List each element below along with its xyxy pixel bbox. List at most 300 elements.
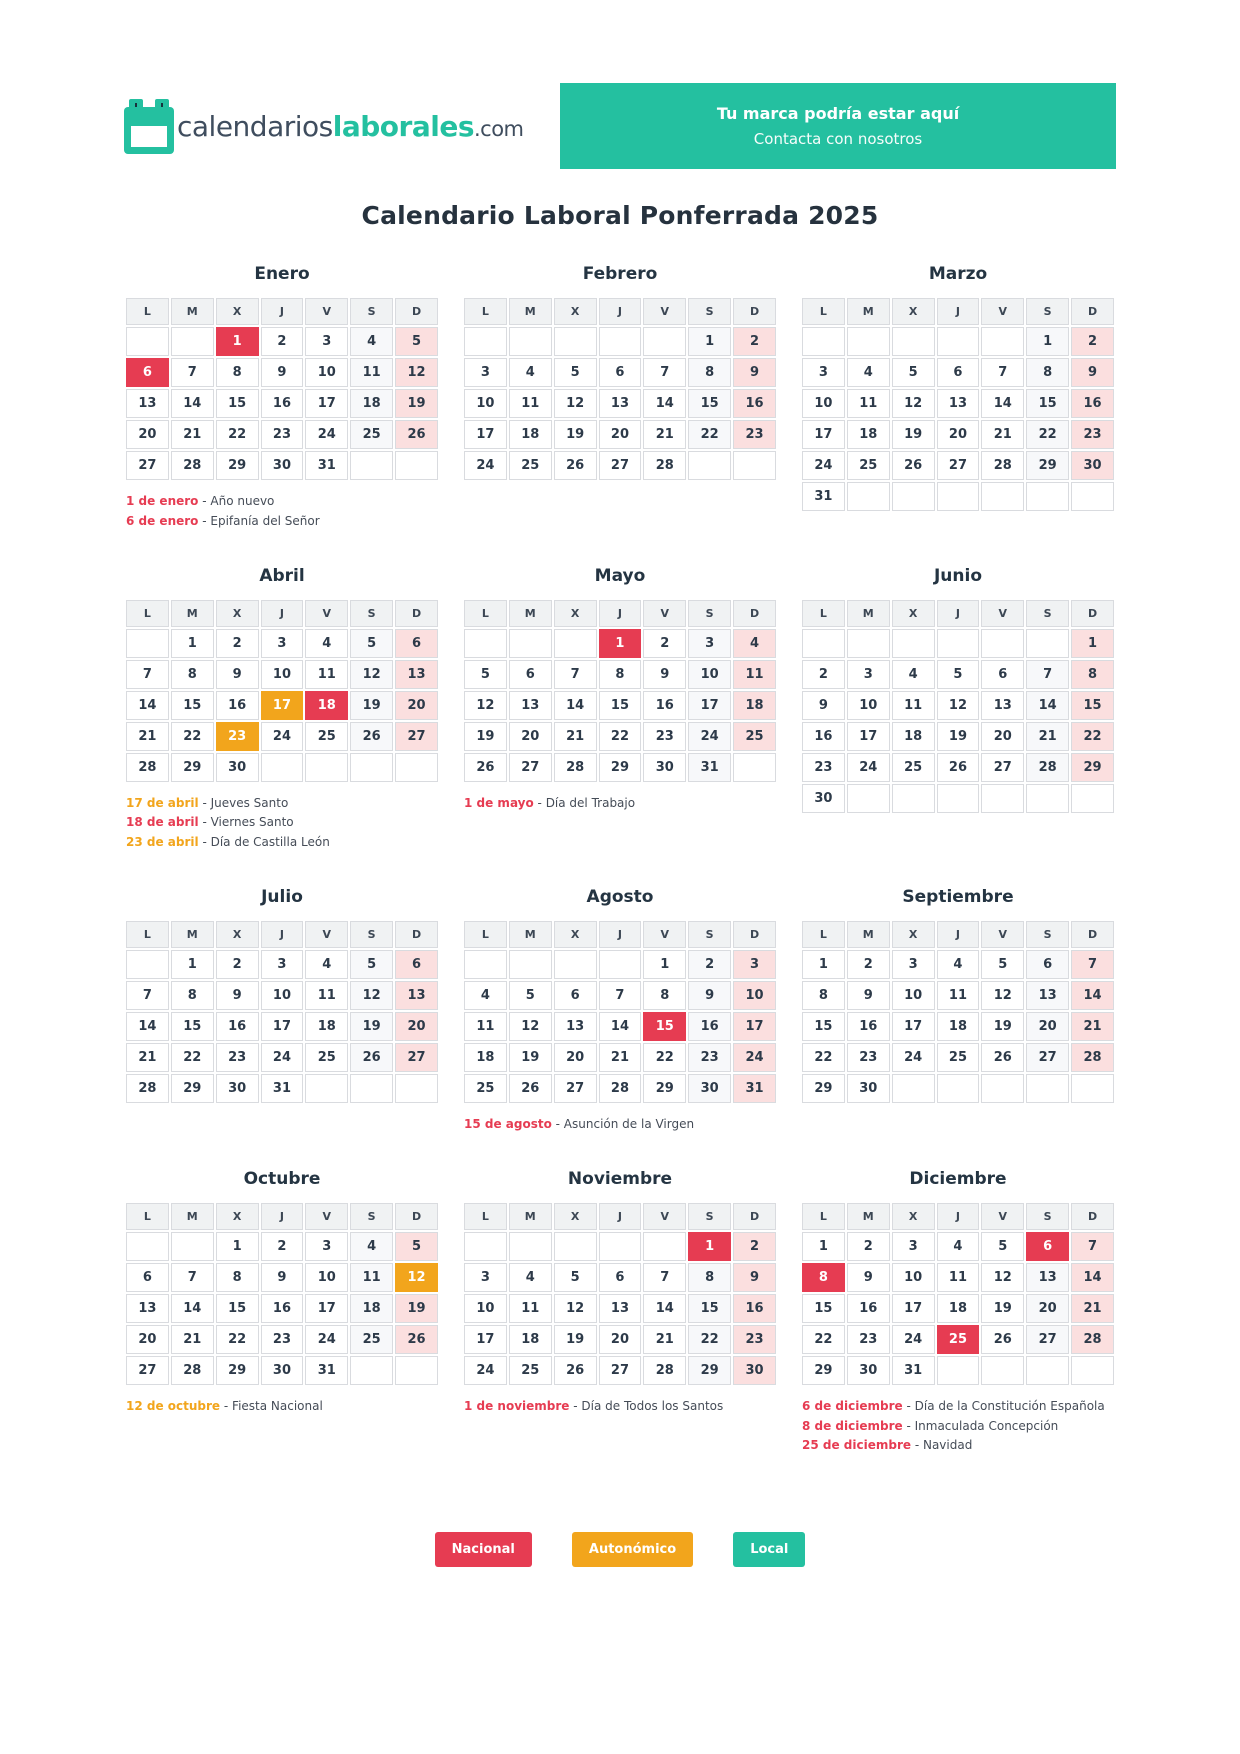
weekday-header: D (1071, 1203, 1114, 1230)
holiday-notes (124, 794, 440, 853)
day-cell: 4 (350, 327, 393, 356)
note-date: 6 de diciembre (802, 1398, 903, 1413)
holiday-note (802, 1436, 1116, 1456)
month-abril (124, 566, 440, 853)
day-cell: 22 (171, 722, 214, 751)
day-cell: 23 (688, 1043, 731, 1072)
day-cell: 14 (643, 1294, 686, 1323)
day-cell: 1 (1026, 327, 1069, 356)
day-cell: 24 (464, 1356, 507, 1385)
day-cell: 19 (554, 1325, 597, 1354)
day-cell: 26 (350, 1043, 393, 1072)
empty-cell (802, 629, 845, 658)
day-cell: 18 (464, 1043, 507, 1072)
weekday-header: X (892, 600, 935, 627)
day-cell: 4 (464, 981, 507, 1010)
weekday-header: X (892, 921, 935, 948)
holiday-notes (124, 1397, 440, 1417)
day-cell: 8 (171, 660, 214, 689)
weekday-header: X (216, 1203, 259, 1230)
weekday-header: D (1071, 921, 1114, 948)
day-cell: 22 (802, 1043, 845, 1072)
holiday-notes (462, 1397, 778, 1417)
weekday-header: V (981, 921, 1024, 948)
empty-cell (554, 629, 597, 658)
day-cell: 7 (599, 981, 642, 1010)
day-cell: 13 (599, 1294, 642, 1323)
note-desc: - Asunción de la Virgen (551, 1116, 695, 1131)
weekday-header: D (395, 298, 438, 325)
month-junio (800, 566, 1116, 815)
day-cell: 20 (554, 1043, 597, 1072)
day-cell: 4 (350, 1232, 393, 1261)
day-cell: 19 (892, 420, 935, 449)
note-desc: - Inmaculada Concepción (902, 1418, 1059, 1433)
day-cell: 24 (847, 753, 890, 782)
empty-cell (395, 1074, 438, 1103)
day-cell: 1 (171, 950, 214, 979)
ad-banner-contact-link[interactable]: Contacta con nosotros (753, 130, 923, 148)
empty-cell (126, 327, 169, 356)
day-cell: 9 (261, 358, 304, 387)
day-cell: 24 (892, 1325, 935, 1354)
day-cell: 15 (599, 691, 642, 720)
day-cell: 29 (1071, 753, 1114, 782)
day-cell: 10 (892, 1263, 935, 1292)
day-cell: 5 (554, 1263, 597, 1292)
day-cell: 8 (171, 981, 214, 1010)
empty-cell (1026, 1074, 1069, 1103)
day-cell: 18 (937, 1012, 980, 1041)
holiday-note (126, 813, 440, 833)
weekday-header: J (937, 600, 980, 627)
day-cell: 5 (554, 358, 597, 387)
day-cell: 26 (350, 722, 393, 751)
holiday-note (802, 1397, 1116, 1417)
empty-cell (509, 950, 552, 979)
month-title: Mayo (594, 565, 646, 586)
day-cell: 10 (464, 1294, 507, 1323)
note-desc: - Día de Castilla León (198, 835, 330, 850)
empty-cell (981, 784, 1024, 813)
day-cell: 5 (395, 327, 438, 356)
day-cell: 15 (802, 1012, 845, 1041)
day-cell: 3 (892, 950, 935, 979)
day-cell: 30 (802, 784, 845, 813)
holiday-day-cell: 8 (802, 1263, 845, 1292)
day-cell: 17 (688, 691, 731, 720)
weekday-header: L (464, 600, 507, 627)
day-cell: 29 (599, 753, 642, 782)
day-cell: 25 (350, 420, 393, 449)
note-date: 6 de enero (126, 513, 199, 528)
day-cell: 5 (892, 358, 935, 387)
empty-cell (464, 629, 507, 658)
day-cell: 1 (1071, 629, 1114, 658)
empty-cell (643, 1232, 686, 1261)
day-cell: 20 (981, 722, 1024, 751)
empty-cell (464, 950, 507, 979)
day-cell: 16 (688, 1012, 731, 1041)
month-title: Noviembre (567, 1168, 673, 1189)
day-cell: 25 (305, 1043, 348, 1072)
day-cell: 2 (847, 1232, 890, 1261)
month-title: Agosto (586, 886, 654, 907)
day-cell: 29 (802, 1074, 845, 1103)
weekday-header: J (937, 1203, 980, 1230)
empty-cell (688, 451, 731, 480)
day-cell: 12 (509, 1012, 552, 1041)
weekday-header: L (464, 1203, 507, 1230)
day-cell: 22 (599, 722, 642, 751)
day-cell: 14 (554, 691, 597, 720)
empty-cell (892, 629, 935, 658)
legend-national-button[interactable]: Nacional (435, 1532, 532, 1567)
weekday-header: J (261, 921, 304, 948)
holiday-day-cell: 6 (126, 358, 169, 387)
day-cell: 21 (643, 1325, 686, 1354)
holiday-note (126, 492, 440, 512)
empty-cell (733, 753, 776, 782)
weekday-header: L (126, 600, 169, 627)
day-cell: 11 (305, 981, 348, 1010)
day-cell: 6 (395, 950, 438, 979)
day-cell: 22 (802, 1325, 845, 1354)
day-cell: 2 (261, 1232, 304, 1261)
day-cell: 6 (395, 629, 438, 658)
weekday-header: M (171, 298, 214, 325)
note-desc: - Día del Trabajo (533, 795, 636, 810)
legend-local-button[interactable]: Local (733, 1532, 805, 1567)
empty-cell (1026, 482, 1069, 511)
weekday-header: S (1026, 921, 1069, 948)
day-cell: 12 (981, 1263, 1024, 1292)
day-cell: 12 (554, 389, 597, 418)
empty-cell (733, 451, 776, 480)
month-title: Octubre (243, 1168, 321, 1189)
day-cell: 31 (305, 1356, 348, 1385)
day-cell: 7 (981, 358, 1024, 387)
empty-cell (847, 327, 890, 356)
day-cell: 10 (261, 981, 304, 1010)
note-date: 12 de octubre (126, 1398, 221, 1413)
day-cell: 6 (981, 660, 1024, 689)
weekday-header: J (261, 600, 304, 627)
ad-banner-headline: Tu marca podría estar aquí (716, 104, 960, 123)
day-cell: 7 (1071, 1232, 1114, 1261)
day-cell: 9 (1071, 358, 1114, 387)
month-octubre (124, 1169, 440, 1417)
day-cell: 12 (350, 981, 393, 1010)
day-cell: 30 (261, 1356, 304, 1385)
day-cell: 20 (937, 420, 980, 449)
day-cell: 13 (1026, 1263, 1069, 1292)
day-cell: 30 (216, 1074, 259, 1103)
day-cell: 9 (733, 1263, 776, 1292)
day-cell: 11 (847, 389, 890, 418)
holiday-day-cell: 1 (216, 327, 259, 356)
day-cell: 17 (802, 420, 845, 449)
note-desc: - Fiesta Nacional (220, 1398, 323, 1413)
month-table (462, 1201, 778, 1387)
day-cell: 8 (1026, 358, 1069, 387)
month-title: Julio (261, 886, 303, 907)
day-cell: 25 (937, 1043, 980, 1072)
day-cell: 23 (847, 1043, 890, 1072)
day-cell: 11 (509, 1294, 552, 1323)
weekday-header: J (937, 298, 980, 325)
note-desc: - Año nuevo (198, 494, 275, 508)
day-cell: 21 (126, 722, 169, 751)
note-desc: - Jueves Santo (198, 795, 289, 810)
weekday-header: S (1026, 600, 1069, 627)
day-cell: 6 (126, 1263, 169, 1292)
day-cell: 7 (1026, 660, 1069, 689)
day-cell: 27 (1026, 1043, 1069, 1072)
weekday-header: L (126, 298, 169, 325)
day-cell: 1 (643, 950, 686, 979)
day-cell: 14 (1071, 981, 1114, 1010)
day-cell: 5 (981, 1232, 1024, 1261)
day-cell: 24 (261, 722, 304, 751)
day-cell: 23 (1071, 420, 1114, 449)
day-cell: 22 (643, 1043, 686, 1072)
day-cell: 28 (643, 451, 686, 480)
day-cell: 3 (261, 950, 304, 979)
empty-cell (350, 1074, 393, 1103)
day-cell: 30 (643, 753, 686, 782)
day-cell: 13 (395, 981, 438, 1010)
day-cell: 17 (464, 420, 507, 449)
day-cell: 9 (802, 691, 845, 720)
day-cell: 3 (688, 629, 731, 658)
day-cell: 3 (305, 1232, 348, 1261)
day-cell: 13 (599, 389, 642, 418)
weekday-header: D (733, 298, 776, 325)
weekday-header: M (847, 298, 890, 325)
weekday-header: D (733, 600, 776, 627)
day-cell: 27 (126, 1356, 169, 1385)
day-cell: 26 (554, 1356, 597, 1385)
holiday-note (464, 1115, 778, 1135)
day-cell: 9 (261, 1263, 304, 1292)
empty-cell (350, 451, 393, 480)
day-cell: 14 (171, 389, 214, 418)
day-cell: 24 (464, 451, 507, 480)
day-cell: 14 (599, 1012, 642, 1041)
holiday-day-cell: 6 (1026, 1232, 1069, 1261)
day-cell: 26 (981, 1325, 1024, 1354)
month-noviembre (462, 1169, 778, 1417)
weekday-header: D (733, 921, 776, 948)
day-cell: 16 (216, 691, 259, 720)
site-logo[interactable] (124, 99, 524, 154)
day-cell: 16 (216, 1012, 259, 1041)
day-cell: 19 (350, 691, 393, 720)
day-cell: 26 (554, 451, 597, 480)
weekday-header: J (599, 600, 642, 627)
month-title: Diciembre (909, 1168, 1007, 1189)
day-cell: 6 (599, 358, 642, 387)
empty-cell (599, 327, 642, 356)
day-cell: 19 (509, 1043, 552, 1072)
day-cell: 22 (1071, 722, 1114, 751)
empty-cell (937, 327, 980, 356)
day-cell: 4 (509, 1263, 552, 1292)
empty-cell (892, 482, 935, 511)
weekday-header: X (554, 298, 597, 325)
day-cell: 23 (261, 1325, 304, 1354)
day-cell: 27 (395, 722, 438, 751)
day-cell: 9 (688, 981, 731, 1010)
empty-cell (261, 753, 304, 782)
day-cell: 11 (305, 660, 348, 689)
day-cell: 23 (643, 722, 686, 751)
month-title: Enero (254, 264, 310, 284)
day-cell: 27 (395, 1043, 438, 1072)
empty-cell (981, 482, 1024, 511)
day-cell: 30 (216, 753, 259, 782)
day-cell: 4 (509, 358, 552, 387)
weekday-header: D (1071, 600, 1114, 627)
month-table (462, 598, 778, 784)
weekday-header: L (126, 921, 169, 948)
month-table (124, 296, 440, 482)
day-cell: 29 (216, 1356, 259, 1385)
empty-cell (937, 629, 980, 658)
day-cell: 31 (305, 451, 348, 480)
day-cell: 18 (847, 420, 890, 449)
calendar-logo-icon (124, 99, 174, 154)
day-cell: 3 (305, 327, 348, 356)
day-cell: 17 (733, 1012, 776, 1041)
day-cell: 23 (216, 1043, 259, 1072)
day-cell: 24 (261, 1043, 304, 1072)
day-cell: 18 (350, 389, 393, 418)
day-cell: 8 (216, 1263, 259, 1292)
weekday-header: M (847, 1203, 890, 1230)
empty-cell (350, 753, 393, 782)
logo-word-calendarios: calendarios (177, 109, 333, 143)
empty-cell (171, 1232, 214, 1261)
day-cell: 6 (554, 981, 597, 1010)
weekday-header: D (733, 1203, 776, 1230)
day-cell: 18 (509, 420, 552, 449)
empty-cell (847, 784, 890, 813)
holiday-note (802, 1417, 1116, 1437)
day-cell: 3 (802, 358, 845, 387)
weekday-header: S (350, 600, 393, 627)
month-febrero (462, 264, 778, 482)
day-cell: 27 (509, 753, 552, 782)
day-cell: 23 (802, 753, 845, 782)
day-cell: 17 (892, 1012, 935, 1041)
day-cell: 7 (171, 358, 214, 387)
weekday-header: M (171, 600, 214, 627)
note-date: 1 de noviembre (464, 1398, 570, 1413)
weekday-header: S (688, 298, 731, 325)
empty-cell (395, 753, 438, 782)
month-table (124, 598, 440, 784)
weekday-header: V (305, 298, 348, 325)
day-cell: 10 (464, 389, 507, 418)
weekday-header: M (509, 1203, 552, 1230)
holiday-notes (462, 1115, 778, 1135)
day-cell: 23 (733, 1325, 776, 1354)
day-cell: 21 (643, 420, 686, 449)
day-cell: 25 (847, 451, 890, 480)
day-cell: 28 (126, 1074, 169, 1103)
holiday-note (126, 1397, 440, 1417)
empty-cell (1071, 1356, 1114, 1385)
day-cell: 12 (464, 691, 507, 720)
weekday-header: X (216, 298, 259, 325)
ad-banner[interactable] (560, 83, 1116, 169)
day-cell: 4 (937, 950, 980, 979)
empty-cell (599, 1232, 642, 1261)
day-cell: 21 (1071, 1012, 1114, 1041)
day-cell: 2 (643, 629, 686, 658)
weekday-header: X (892, 298, 935, 325)
empty-cell (937, 482, 980, 511)
weekday-header: J (599, 298, 642, 325)
day-cell: 29 (802, 1356, 845, 1385)
empty-cell (892, 1074, 935, 1103)
weekday-header: J (937, 921, 980, 948)
empty-cell (395, 1356, 438, 1385)
weekday-header: X (892, 1203, 935, 1230)
empty-cell (126, 629, 169, 658)
holiday-note (464, 1397, 778, 1417)
holiday-notes (124, 492, 440, 532)
day-cell: 15 (216, 1294, 259, 1323)
month-title: Marzo (928, 264, 988, 284)
empty-cell (937, 1074, 980, 1103)
day-cell: 10 (733, 981, 776, 1010)
day-cell: 16 (1071, 389, 1114, 418)
day-cell: 31 (733, 1074, 776, 1103)
day-cell: 28 (981, 451, 1024, 480)
day-cell: 23 (261, 420, 304, 449)
weekday-header: M (509, 298, 552, 325)
month-table (124, 919, 440, 1105)
day-cell: 17 (305, 389, 348, 418)
day-cell: 5 (350, 629, 393, 658)
day-cell: 16 (847, 1294, 890, 1323)
day-cell: 29 (643, 1074, 686, 1103)
weekday-header: S (350, 921, 393, 948)
logo-word-laborales: laborales (332, 109, 474, 143)
weekday-header: D (1071, 298, 1114, 325)
holiday-note (126, 512, 440, 532)
day-cell: 7 (554, 660, 597, 689)
weekday-header: D (395, 921, 438, 948)
day-cell: 8 (1071, 660, 1114, 689)
empty-cell (643, 327, 686, 356)
day-cell: 28 (1071, 1043, 1114, 1072)
day-cell: 25 (350, 1325, 393, 1354)
empty-cell (554, 950, 597, 979)
empty-cell (892, 327, 935, 356)
holiday-note (464, 794, 778, 814)
day-cell: 30 (688, 1074, 731, 1103)
legend-autonomic-button[interactable]: Autonómico (572, 1532, 693, 1567)
legend (0, 1532, 1240, 1567)
month-julio (124, 887, 440, 1105)
day-cell: 15 (1071, 691, 1114, 720)
weekday-header: S (350, 1203, 393, 1230)
day-cell: 19 (554, 420, 597, 449)
